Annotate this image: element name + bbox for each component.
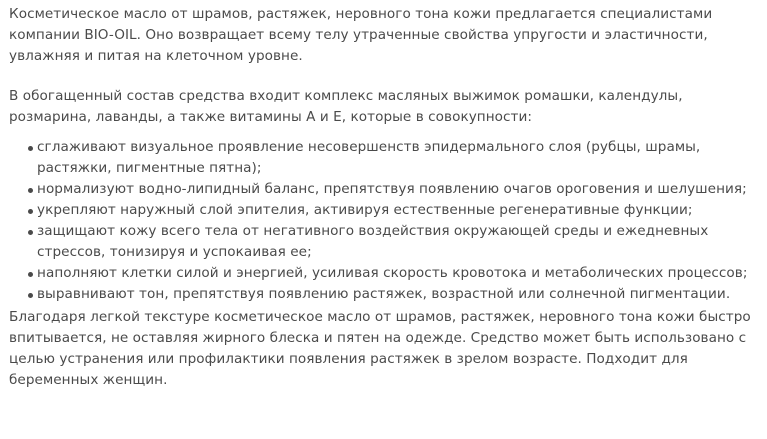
bullet-icon (28, 293, 33, 298)
bullet-icon (28, 209, 33, 214)
intro-paragraph: Косметическое масло от шрамов, растяжек, неровного тона кожи предлагается специалистами компании BIO-OIL. Оно возвращает всему телу утраченные свойства упругости и эластичности, увлажняя и питая на клеточном уровне. (9, 6, 713, 64)
list-item (28, 221, 764, 263)
list-item-text: укрепляют наружный слой эпителия, активируя естественные регенеративные функции; (37, 202, 693, 218)
list-item-text: нормализуют водно-липидный баланс, препятствуя появлению очагов ороговения и шелушения; (37, 181, 747, 197)
list-item-text: защищают кожу всего тела от негативного воздействия окружающей среды и ежедневных стрессов, тонизируя и успокаивая ее; (37, 223, 709, 260)
list-item-text: выравнивают тон, препятствуя появлению растяжек, возрастной или солнечной пигментации. (37, 286, 731, 302)
bullet-icon (28, 188, 33, 193)
list-item (28, 137, 764, 179)
bullet-icon (28, 230, 33, 235)
composition-paragraph: В обогащенный состав средства входит комплекс масляных выжимок ромашки, календулы, розмарина, лаванды, а также витамины А и Е, которые в совокупности: (9, 88, 683, 125)
list-item-text: сглаживают визуальное проявление несовершенств эпидермального слоя (рубцы, шрамы, растяжки, пигментные пятна); (37, 139, 701, 176)
list-item (28, 284, 764, 305)
summary-paragraph: Благодаря легкой текстуре косметическое масло от шрамов, растяжек, неровного тона кожи быстро впитывается, не оставляя жирного блеска и пятен на одежде. Средство может быть использовано с целью устранения или профилактики появления растяжек в зрелом возрасте. Подходит для беременных женщин. (9, 309, 751, 388)
bullet-icon (28, 146, 33, 151)
benefits-list (9, 137, 764, 305)
list-item (28, 179, 764, 200)
bullet-icon (28, 272, 33, 277)
list-item (28, 263, 764, 284)
list-item (28, 200, 764, 221)
list-item-text: наполняют клетки силой и энергией, усиливая скорость кровотока и метаболических процессов; (37, 265, 748, 281)
product-description (9, 4, 764, 391)
